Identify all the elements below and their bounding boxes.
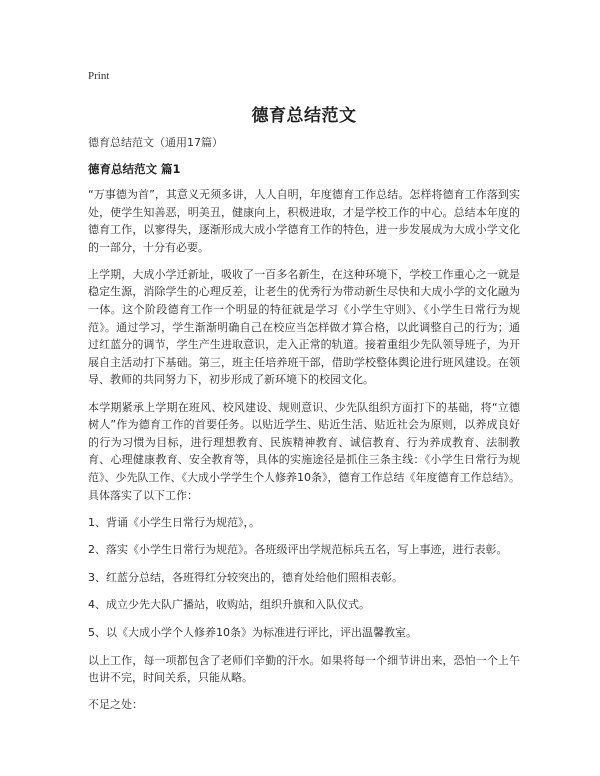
document-body bbox=[88, 186, 520, 723]
list-item: 1、背诵《小学生日常行为规范》，。 bbox=[88, 515, 260, 529]
paragraph-last-semester: 上学期，大成小学迁新址，吸收了一百多名新生，在这种环境下，学校工作重心之一就是稳定生源，消除学生的心理反差，让老生的优秀行为带动新生尽快和大成小学的文化融为一体。这个阶段德育工作一个明显的特征就是学习《小学生守则》、《小学生日常行为规范》。通过学习，学生渐渐明确自己在校应当怎样做才算合格，以此调整自己的行为；通过红蓝分的调节，学生产生进取意识，走入正常的轨道。接着重组少先队领导班子，为开展自主活动打下基础。第三，班主任培养班干部，借助学校整体舆论进行班风建设。在领导、教师的共同努力下，初步形成了新环境下的校园文化。 bbox=[88, 267, 520, 387]
list-item: 4、成立少先大队广播站，收购站，组织升旗和入队仪式。 bbox=[88, 598, 370, 612]
paragraph-intro: “万事德为首”，其意义无须多讲，人人自明，年度德育工作总结。怎样将德育工作落到实处，使学生知善恶，明美丑，健康向上，积极进取，才是学校工作的中心。总结本年度的德育工作，以寥得失，逐渐形成大成小学德育工作的特色，进一步发展成为大成小学文化的一部分，十分有必要。 bbox=[88, 188, 520, 254]
print-link[interactable]: Print bbox=[88, 70, 110, 82]
paragraph-shortcomings: 不足之处： bbox=[88, 698, 143, 712]
page-title: 德育总结范文 bbox=[251, 106, 357, 126]
list-item: 3、红蓝分总结，各班得红分较突出的，德育处给他们照相表彰。 bbox=[88, 570, 403, 584]
section-heading: 德育总结范文 篇1 bbox=[88, 162, 181, 176]
document-subtitle: 德育总结范文（通用17篇） bbox=[88, 136, 223, 149]
list-item: 5、以《大成小学个人修养10条》为标准进行评比，评出温馨教室。 bbox=[88, 625, 417, 639]
paragraph-summary: 以上工作，每一项都包含了老师们辛勤的汗水。如果将每一个细节讲出来，恐怕一个上午也讲不完，时间关系，只能从略。 bbox=[88, 653, 520, 685]
list-item: 2、落实《小学生日常行为规范》。各班级评出学规范标兵五名，写上事迹，进行表彰。 bbox=[88, 543, 508, 557]
paragraph-this-semester: 本学期紧承上学期在班风、校风建设、规则意识、少先队组织方面打下的基础，将“立德树人”作为德育工作的首要任务。以贴近学生、贴近生活、贴近社会为原则，以养成良好的行为习惯为目标，进行理想教育、民族精神教育、诚信教育、行为养成教育、法制教育、心理健康教育、安全教育等，具体的实施途径是抓住三条主线：《小学生日常行为规范》、少先队工作、《大成小学学生个人修养10条》，德育工作总结《年度德育工作总结》。具体落实了以下工作： bbox=[88, 400, 520, 502]
